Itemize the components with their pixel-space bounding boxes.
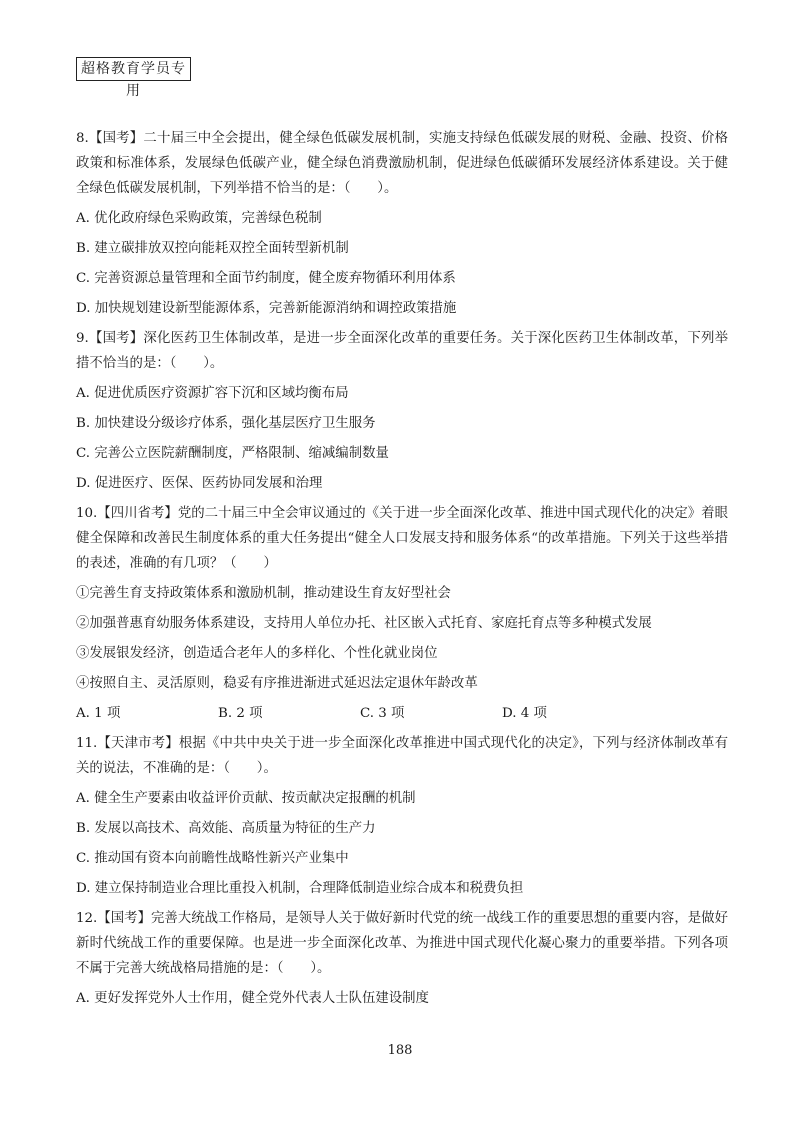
question-11-option-a: A. 健全生产要素由收益评价贡献、按贡献决定报酬的机制 — [76, 791, 416, 806]
question-10-item-4: ④按照自主、灵活原则，稳妥有序推进渐进式延迟法定退休年龄改革 — [76, 676, 478, 691]
question-11-option-d: D. 建立保持制造业合理比重投入机制，合理降低制造业综合成本和税费负担 — [76, 881, 524, 896]
question-10-choice-d: D. 4 项 — [502, 706, 547, 721]
question-list — [76, 126, 728, 1016]
page-number: 188 — [387, 1043, 413, 1058]
question-12-option-a: A. 更好发挥党外人士作用，健全党外代表人士队伍建设制度 — [76, 991, 429, 1006]
question-8-option-b: B. 建立碳排放双控向能耗双控全面转型新机制 — [76, 241, 349, 256]
question-9-option-b: B. 加快建设分级诊疗体系，强化基层医疗卫生服务 — [76, 416, 376, 431]
question-10-choice-c: C. 3 项 — [360, 706, 405, 721]
question-9-option-a: A. 促进优质医疗资源扩容下沉和区域均衡布局 — [76, 386, 349, 401]
question-9-stem: 9.【国考】深化医药卫生体制改革，是进一步全面深化改革的重要任务。关于深化医药卫生体制改革，下列举措不恰当的是：（ ）。 — [76, 331, 728, 371]
question-9-option-c: C. 完善公立医院薪酬制度，严格限制、缩减编制数量 — [76, 446, 389, 461]
question-12-stem: 12.【国考】完善大统战工作格局，是领导人关于做好新时代党的统一战线工作的重要思想的重要内容，是做好新时代统战工作的重要保障。也是进一步全面深化改革、为推进中国式现代化凝心聚力的重要举措。下列各项不属于完善大统战格局措施的是：（ ）。 — [76, 911, 728, 976]
question-9-option-d: D. 促进医疗、医保、医药协同发展和治理 — [76, 476, 323, 491]
question-11-stem: 11.【天津市考】根据《中共中央关于进一步全面深化改革推进中国式现代化的决定》，下列与经济体制改革有关的说法，不准确的是：（ ）。 — [76, 736, 728, 776]
question-8-option-d: D. 加快规划建设新型能源体系，完善新能源消纳和调控政策措施 — [76, 301, 457, 316]
question-10-choice-a: A. 1 项 — [76, 706, 121, 721]
question-10-stem: 10.【四川省考】党的二十届三中全会审议通过的《关于进一步全面深化改革、推进中国式现代化的决定》着眼健全保障和改善民生制度体系的重大任务提出“健全人口发展支持和服务体系“的改革措施。下列关于这些举措的表述，准确的有几项？（ ） — [76, 506, 728, 571]
question-11-option-c: C. 推动国有资本向前瞻性战略性新兴产业集中 — [76, 851, 349, 866]
watermark-label: 超格教育学员专用 — [76, 57, 191, 81]
question-10-choices — [76, 701, 728, 726]
question-10-choice-b: B. 2 项 — [218, 706, 263, 721]
question-8-stem: 8.【国考】二十届三中全会提出，健全绿色低碳发展机制，实施支持绿色低碳发展的财税、金融、投资、价格政策和标准体系，发展绿色低碳产业，健全绿色消费激励机制，促进绿色低碳循环发展经济体系建设。关于健全绿色低碳发展机制，下列举措不恰当的是：（ ）。 — [76, 131, 728, 196]
question-11-option-b: B. 发展以高技术、高效能、高质量为特征的生产力 — [76, 821, 376, 836]
question-10-item-2: ②加强普惠育幼服务体系建设，支持用人单位办托、社区嵌入式托育、家庭托育点等多种模式发展 — [76, 616, 652, 631]
question-8-option-a: A. 优化政府绿色采购政策，完善绿色税制 — [76, 211, 322, 226]
question-10-item-1: ①完善生育支持政策体系和激励机制，推动建设生育友好型社会 — [76, 586, 451, 601]
question-10-item-3: ③发展银发经济，创造适合老年人的多样化、个性化就业岗位 — [76, 646, 438, 661]
question-8-option-c: C. 完善资源总量管理和全面节约制度，健全废弃物循环利用体系 — [76, 271, 456, 286]
